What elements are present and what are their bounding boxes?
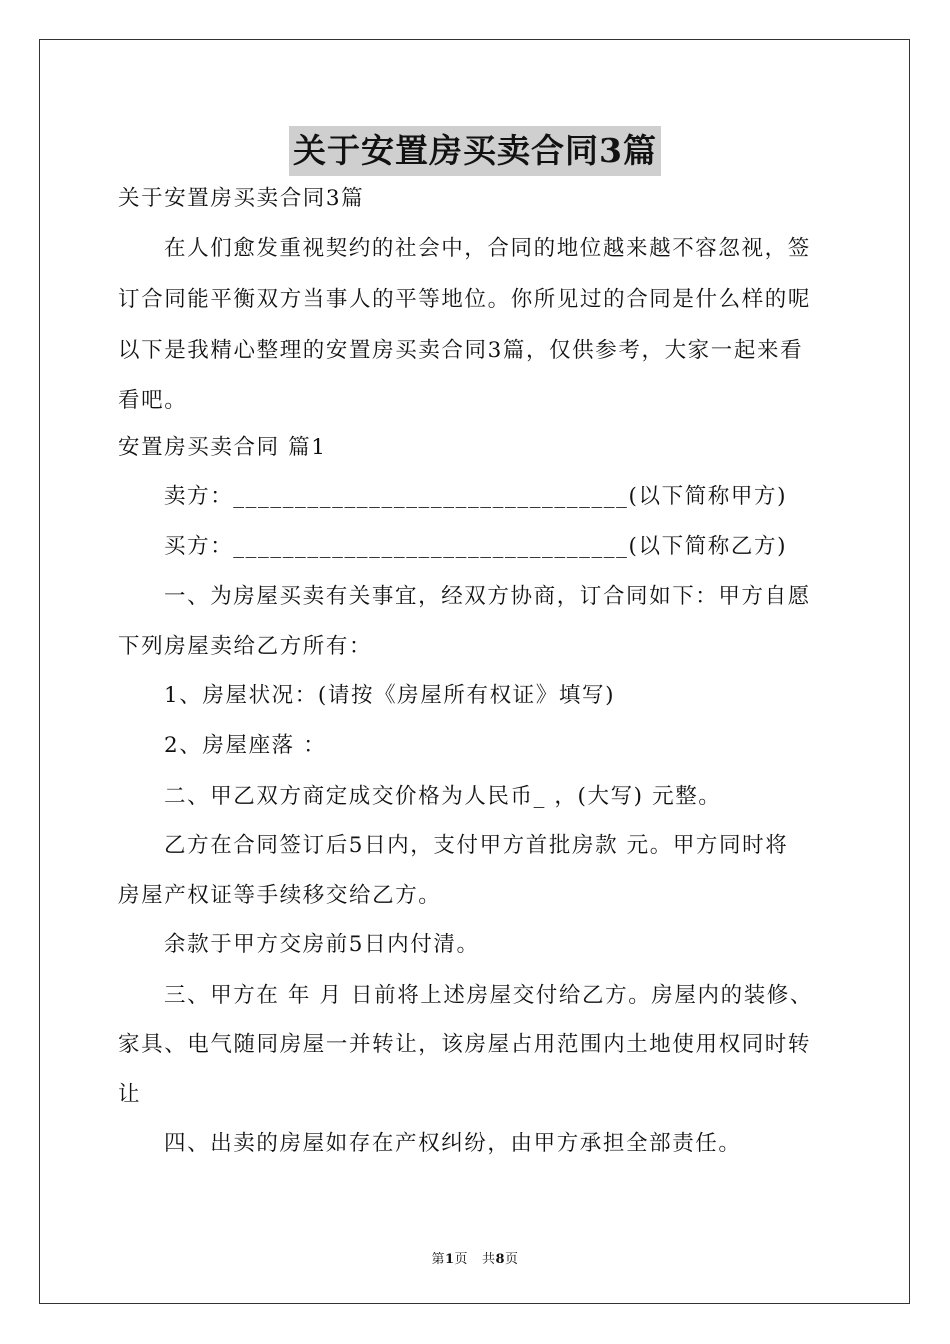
paragraph-line: 下列房屋卖给乙方所有： [118,634,373,659]
paragraph-line: 1、房屋状况：(请按《房屋所有权证》填写) [164,683,616,708]
paragraph-line: 家具、电气随同房屋一并转让，该房屋占用范围内土地使用权同时转 [118,1032,812,1057]
footer-page-prefix: 第 [431,1252,445,1267]
paragraph-line: 余款于甲方交房前5日内付清。 [164,932,480,957]
buyer-line: 买方：________________________________(以下简称乙方) [164,534,788,559]
paragraph-line: 订合同能平衡双方当事人的平等地位。你所见过的合同是什么样的呢 [118,287,812,312]
paragraph-line: 在人们愈发重视契约的社会中，合同的地位越来越不容忽视，签 [164,236,811,261]
paragraph-line: 四、出卖的房屋如存在产权纠纷，由甲方承担全部责任。 [164,1131,742,1156]
seller-line: 卖方：________________________________(以下简称甲方) [164,484,788,509]
section-heading: 安置房买卖合同 篇1 [118,435,327,460]
footer-page-suffix: 页 [454,1252,469,1267]
footer-total-suffix: 页 [505,1252,519,1267]
document-title: 关于安置房买卖合同3篇 [289,126,661,176]
paragraph-line: 一、为房屋买卖有关事宜，经双方协商，订合同如下：甲方自愿 [164,584,811,609]
paragraph-line: 乙方在合同签订后5日内，支付甲方首批房款 元。甲方同时将 [164,833,789,858]
footer-total-number: 8 [495,1252,506,1267]
paragraph-line: 房屋产权证等手续移交给乙方。 [118,883,442,908]
paragraph-line: 二、甲乙双方商定成交价格为人民币_ ，(大写) 元整。 [164,784,722,809]
paragraph-line: 以下是我精心整理的安置房买卖合同3篇，仅供参考，大家一起来看 [118,338,804,363]
footer-page-number: 1 [444,1252,455,1267]
page-border [39,39,910,1304]
subtitle-line: 关于安置房买卖合同3篇 [118,186,365,211]
footer-total-prefix: 共 [481,1252,496,1267]
page-footer [0,1248,950,1267]
paragraph-line: 三、甲方在 年 月 日前将上述房屋交付给乙方。房屋内的装修、 [164,983,814,1008]
paragraph-line: 让 [118,1082,142,1107]
paragraph-line: 2、房屋座落 ： [164,733,327,758]
paragraph-line: 看吧。 [118,388,188,413]
